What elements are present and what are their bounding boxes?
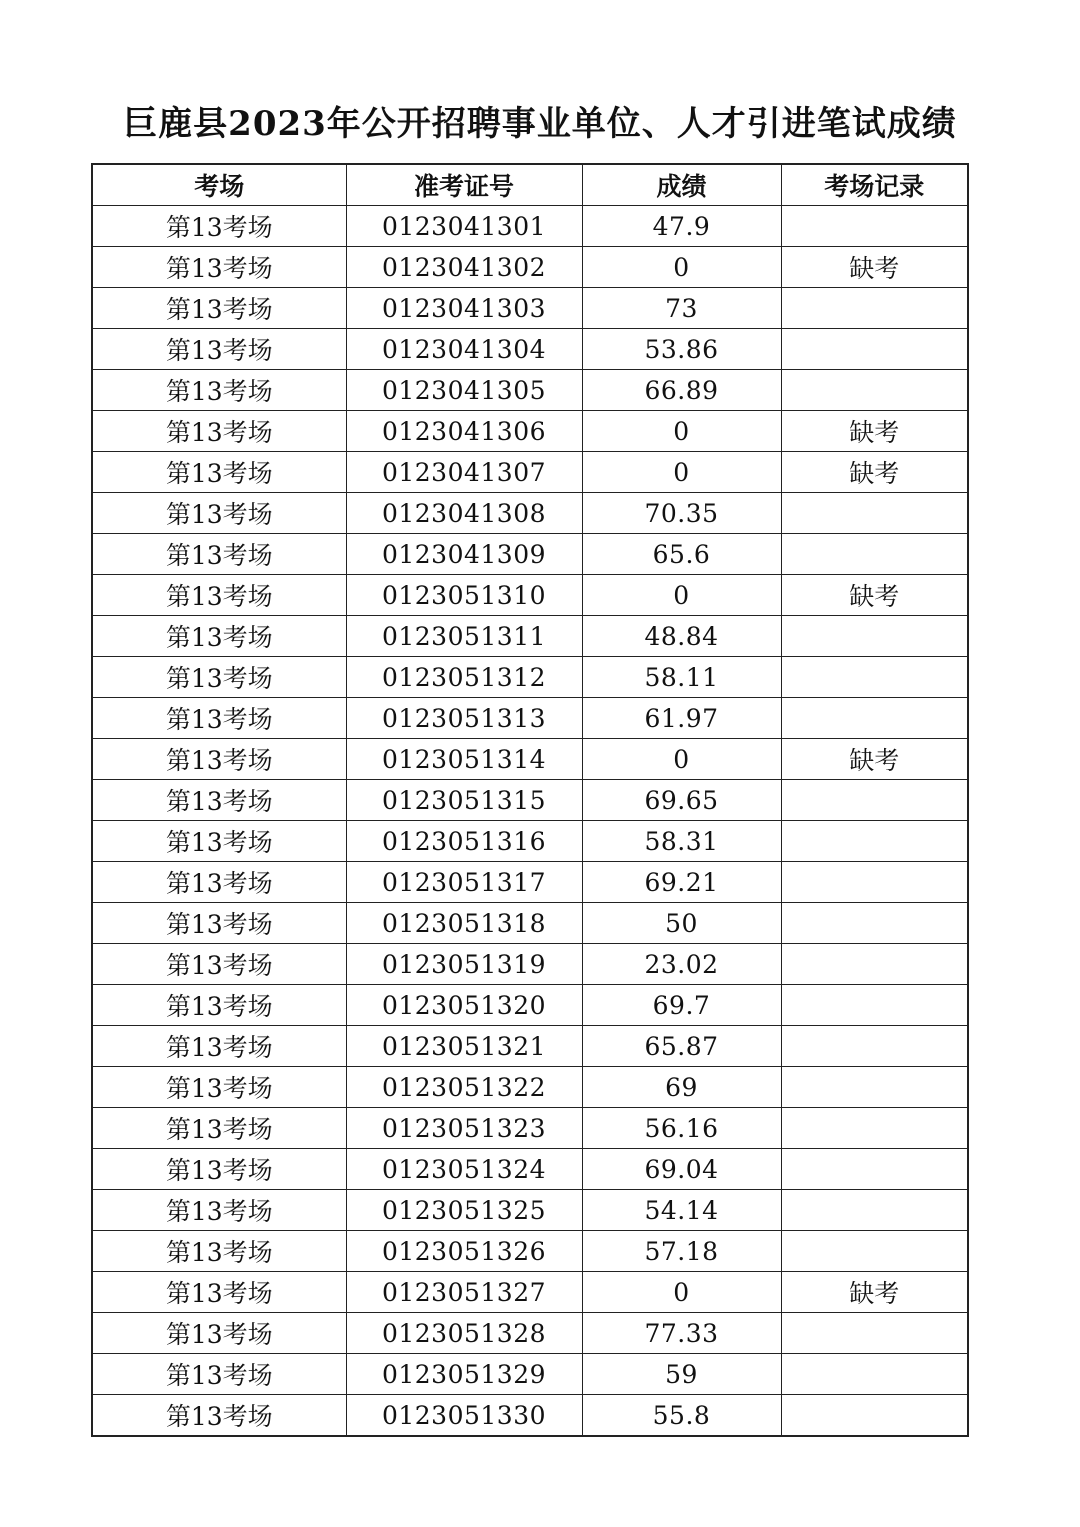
cell-exam-room: 第13考场 [92, 534, 346, 575]
cell-ticket-number: 0123051310 [346, 575, 582, 616]
cell-exam-room: 第13考场 [92, 903, 346, 944]
cell-exam-room: 第13考场 [92, 862, 346, 903]
cell-exam-record: 缺考 [781, 452, 968, 493]
cell-exam-record [781, 1313, 968, 1354]
table-row [92, 657, 968, 698]
page-title: 巨鹿县2023年公开招聘事业单位、人才引进笔试成绩 [123, 104, 957, 144]
cell-exam-room: 第13考场 [92, 411, 346, 452]
cell-ticket-number: 0123051325 [346, 1190, 582, 1231]
cell-exam-room: 第13考场 [92, 493, 346, 534]
cell-score: 0 [582, 575, 781, 616]
cell-ticket-number: 0123041303 [346, 288, 582, 329]
cell-ticket-number: 0123051324 [346, 1149, 582, 1190]
cell-exam-record: 缺考 [781, 1272, 968, 1313]
cell-score: 65.87 [582, 1026, 781, 1067]
cell-ticket-number: 0123041309 [346, 534, 582, 575]
cell-ticket-number: 0123051317 [346, 862, 582, 903]
cell-ticket-number: 0123041308 [346, 493, 582, 534]
table-row [92, 1026, 968, 1067]
cell-exam-room: 第13考场 [92, 985, 346, 1026]
cell-exam-room: 第13考场 [92, 1190, 346, 1231]
table-row [92, 411, 968, 452]
cell-exam-record [781, 206, 968, 247]
cell-exam-room: 第13考场 [92, 370, 346, 411]
table-row [92, 247, 968, 288]
cell-score: 0 [582, 739, 781, 780]
cell-ticket-number: 0123051330 [346, 1395, 582, 1437]
cell-ticket-number: 0123041305 [346, 370, 582, 411]
cell-ticket-number: 0123051319 [346, 944, 582, 985]
cell-exam-record [781, 862, 968, 903]
cell-exam-room: 第13考场 [92, 452, 346, 493]
table-row [92, 575, 968, 616]
cell-ticket-number: 0123051318 [346, 903, 582, 944]
cell-exam-record [781, 288, 968, 329]
table-header-row [92, 164, 968, 206]
cell-exam-record [781, 1149, 968, 1190]
cell-exam-room: 第13考场 [92, 1026, 346, 1067]
cell-score: 47.9 [582, 206, 781, 247]
cell-score: 61.97 [582, 698, 781, 739]
cell-exam-room: 第13考场 [92, 616, 346, 657]
cell-exam-record [781, 657, 968, 698]
cell-ticket-number: 0123051321 [346, 1026, 582, 1067]
cell-ticket-number: 0123051311 [346, 616, 582, 657]
cell-score: 69.65 [582, 780, 781, 821]
cell-exam-room: 第13考场 [92, 739, 346, 780]
cell-score: 69.7 [582, 985, 781, 1026]
cell-exam-record: 缺考 [781, 739, 968, 780]
cell-exam-room: 第13考场 [92, 698, 346, 739]
table-row [92, 1272, 968, 1313]
cell-exam-record [781, 1067, 968, 1108]
cell-exam-room: 第13考场 [92, 1395, 346, 1437]
table-row [92, 370, 968, 411]
cell-exam-record [781, 698, 968, 739]
cell-exam-record [781, 1190, 968, 1231]
table-row [92, 1395, 968, 1437]
cell-score: 66.89 [582, 370, 781, 411]
cell-exam-record [781, 1231, 968, 1272]
cell-exam-room: 第13考场 [92, 657, 346, 698]
table-row [92, 698, 968, 739]
cell-score: 69 [582, 1067, 781, 1108]
table-row [92, 821, 968, 862]
cell-exam-record [781, 493, 968, 534]
table-row [92, 534, 968, 575]
cell-score: 53.86 [582, 329, 781, 370]
cell-exam-record: 缺考 [781, 411, 968, 452]
cell-exam-room: 第13考场 [92, 206, 346, 247]
cell-score: 77.33 [582, 1313, 781, 1354]
cell-score: 57.18 [582, 1231, 781, 1272]
cell-ticket-number: 0123051328 [346, 1313, 582, 1354]
cell-ticket-number: 0123051320 [346, 985, 582, 1026]
table-row [92, 288, 968, 329]
cell-score: 70.35 [582, 493, 781, 534]
table-row [92, 1354, 968, 1395]
cell-ticket-number: 0123041301 [346, 206, 582, 247]
cell-score: 0 [582, 1272, 781, 1313]
cell-score: 54.14 [582, 1190, 781, 1231]
cell-score: 23.02 [582, 944, 781, 985]
cell-score: 50 [582, 903, 781, 944]
cell-score: 0 [582, 452, 781, 493]
cell-ticket-number: 0123041302 [346, 247, 582, 288]
cell-exam-room: 第13考场 [92, 1272, 346, 1313]
cell-exam-record [781, 329, 968, 370]
cell-score: 69.04 [582, 1149, 781, 1190]
header-exam-room: 考场 [92, 164, 346, 206]
table-row [92, 1190, 968, 1231]
cell-exam-record [781, 903, 968, 944]
table-row [92, 329, 968, 370]
table-row [92, 862, 968, 903]
score-table [91, 163, 969, 1437]
cell-exam-record [781, 1354, 968, 1395]
cell-exam-record [781, 534, 968, 575]
table-row [92, 1231, 968, 1272]
table-row [92, 616, 968, 657]
cell-exam-record [781, 370, 968, 411]
header-ticket-number: 准考证号 [346, 164, 582, 206]
cell-exam-record [781, 780, 968, 821]
cell-exam-room: 第13考场 [92, 247, 346, 288]
cell-exam-room: 第13考场 [92, 575, 346, 616]
cell-exam-room: 第13考场 [92, 1313, 346, 1354]
cell-exam-room: 第13考场 [92, 329, 346, 370]
cell-ticket-number: 0123041307 [346, 452, 582, 493]
cell-exam-room: 第13考场 [92, 288, 346, 329]
table-row [92, 1067, 968, 1108]
cell-exam-room: 第13考场 [92, 821, 346, 862]
cell-exam-room: 第13考场 [92, 1231, 346, 1272]
table-row [92, 1108, 968, 1149]
table-row [92, 493, 968, 534]
cell-exam-record [781, 944, 968, 985]
table-row [92, 1313, 968, 1354]
cell-score: 69.21 [582, 862, 781, 903]
header-exam-record: 考场记录 [781, 164, 968, 206]
cell-exam-room: 第13考场 [92, 944, 346, 985]
cell-exam-room: 第13考场 [92, 1149, 346, 1190]
table-row [92, 903, 968, 944]
cell-exam-record [781, 1108, 968, 1149]
cell-ticket-number: 0123051327 [346, 1272, 582, 1313]
cell-score: 59 [582, 1354, 781, 1395]
cell-ticket-number: 0123051329 [346, 1354, 582, 1395]
cell-ticket-number: 0123051316 [346, 821, 582, 862]
cell-score: 55.8 [582, 1395, 781, 1437]
cell-score: 0 [582, 411, 781, 452]
cell-ticket-number: 0123051326 [346, 1231, 582, 1272]
table-row [92, 739, 968, 780]
cell-exam-record: 缺考 [781, 247, 968, 288]
table-body [92, 206, 968, 1437]
cell-ticket-number: 0123051312 [346, 657, 582, 698]
cell-exam-room: 第13考场 [92, 1067, 346, 1108]
cell-ticket-number: 0123051323 [346, 1108, 582, 1149]
cell-score: 73 [582, 288, 781, 329]
cell-ticket-number: 0123051313 [346, 698, 582, 739]
table-row [92, 944, 968, 985]
cell-exam-room: 第13考场 [92, 780, 346, 821]
header-score: 成绩 [582, 164, 781, 206]
table-row [92, 780, 968, 821]
cell-exam-record [781, 821, 968, 862]
cell-score: 58.11 [582, 657, 781, 698]
table-row [92, 1149, 968, 1190]
table-row [92, 452, 968, 493]
cell-exam-record [781, 1026, 968, 1067]
cell-score: 48.84 [582, 616, 781, 657]
cell-exam-record [781, 985, 968, 1026]
cell-exam-record [781, 1395, 968, 1437]
cell-exam-record: 缺考 [781, 575, 968, 616]
cell-ticket-number: 0123041306 [346, 411, 582, 452]
cell-exam-record [781, 616, 968, 657]
cell-score: 58.31 [582, 821, 781, 862]
cell-ticket-number: 0123051315 [346, 780, 582, 821]
cell-score: 0 [582, 247, 781, 288]
cell-score: 65.6 [582, 534, 781, 575]
cell-ticket-number: 0123051322 [346, 1067, 582, 1108]
cell-ticket-number: 0123051314 [346, 739, 582, 780]
cell-ticket-number: 0123041304 [346, 329, 582, 370]
table-row [92, 206, 968, 247]
cell-score: 56.16 [582, 1108, 781, 1149]
table-row [92, 985, 968, 1026]
cell-exam-room: 第13考场 [92, 1354, 346, 1395]
cell-exam-room: 第13考场 [92, 1108, 346, 1149]
